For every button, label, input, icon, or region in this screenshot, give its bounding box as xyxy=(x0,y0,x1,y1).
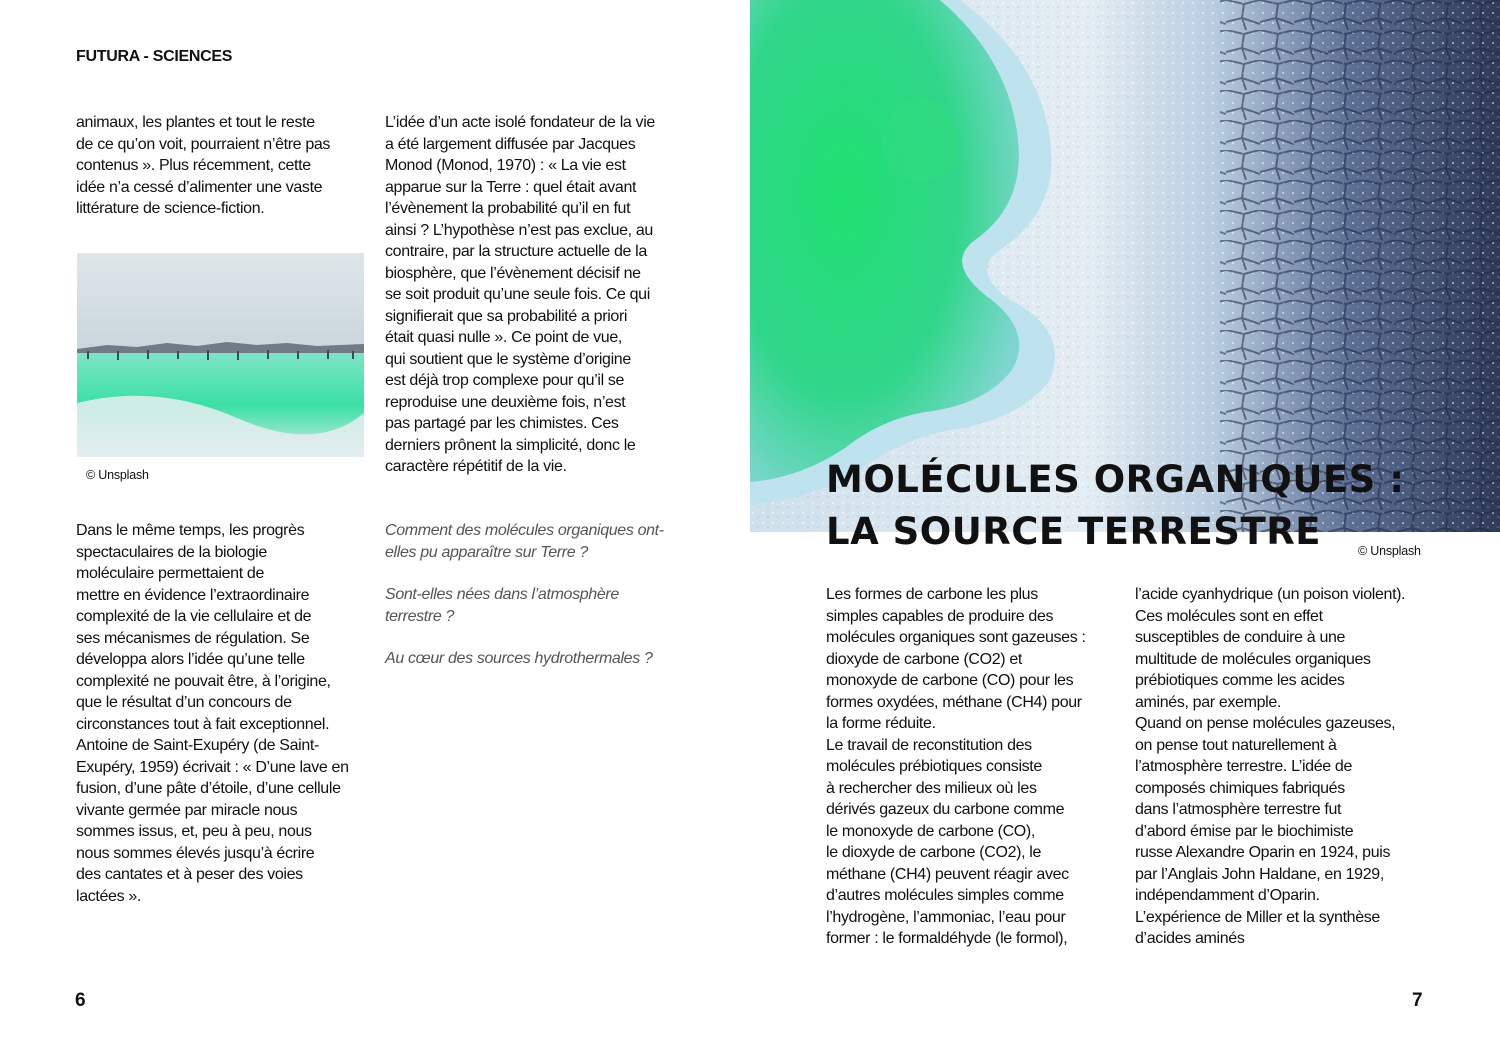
magazine-header: FUTURA - SCIENCES xyxy=(76,48,233,65)
aerial-salt-flat-photo xyxy=(750,0,1500,532)
left-col1-top-text: animaux, les plantes et tout le reste de ce qu’on voit, pourraient n’être pas contenus ». Plus récemment, cette idée n’a cessé d’alimenter une vaste littérature de science-fiction. xyxy=(76,114,331,217)
aerial-salt-flat-illustration xyxy=(750,0,1500,532)
right-col2-text: l’acide cyanhydrique (un poison violent). Ces molécules sont en effet susceptibles de conduire à une multitude de molécules organiques prébiotiques comme les acides aminés, par exemple. Quand on pense molécules gazeuses, on pense tout naturellement à l’atmosphère terrestre. L’idée de composés chimiques fabriqués dans l’atmosphère terrestre fut d’abord émise par le biochimiste russe Alexandre Oparin en 1924, puis par l’Anglais John Haldane, en 1929, indépendamment d’Oparin. L’expérience de Miller et la synthèse d’acides aminés xyxy=(1135,586,1406,947)
page-number-right: 7 xyxy=(1412,990,1423,1011)
right-photo-credit: © Unsplash xyxy=(1358,544,1421,558)
salt-lake-illustration xyxy=(77,253,364,457)
page-number-left: 6 xyxy=(75,990,86,1011)
salt-lake-photo xyxy=(77,253,364,457)
left-photo-credit: © Unsplash xyxy=(86,468,149,482)
right-col1-text: Les formes de carbone les plus simples capables de produire des molécules organiques sont gazeuses : dioxyde de carbone (CO2) et monoxyde de carbone (CO) pour les formes oxydées, méthane (CH4) pour la forme réduite. Le travail de reconstitution des molécules prébiotiques consiste à rechercher des milieux où les dérivés gazeux du carbone comme le monoxyde de carbone (CO), le dioxyde de carbone (CO2), le méthane (CH4) peuvent réagir avec d’autres molécules simples comme l’hydrogène, l’ammoniac, l’eau pour former : le formaldéhyde (le formol), xyxy=(826,586,1086,947)
left-col2-top-text: L’idée d’un acte isolé fondateur de la vie a été largement diffusée par Jacques Monod (Monod, 1970) : « La vie est apparue sur la Terre : quel était avant l’évènement la probabilité qu’il en fut ainsi ? L’hypothèse n’est pas exclue, au contraire, par la structure actuelle de la biosphère, que l’évènement décisif ne se soit produit qu’une seule fois. Ce qui signifierait que sa probabilité a priori était quasi nulle ». Ce point de vue, qui soutient que le système d’origine est déjà trop complexe pour qu’il se reproduise une deuxième fois, n’est pas partagé par les chimistes. Ces derniers prônent la simplicité, donc le caractère répétitif de la vie. xyxy=(385,114,655,475)
question-2: Sont-elles nées dans l’atmosphère terrestre ? xyxy=(385,586,619,625)
left-col1-bottom-text: Dans le même temps, les progrès spectaculaires de la biologie moléculaire permettaient de mettre en évidence l’extraordinaire complexité de la vie cellulaire et de ses mécanismes de régulation. Se développa alors l’idée qu’une telle complexité ne pouvait être, à l’origine, que le résultat d’un concours de circonstances tout à fait exceptionnel. Antoine de Saint-Exupéry (de Saint- Exupéry, 1959) écrivait : « D’une lave en fusion, d’une pâte d’étoile, d’une cellule vivante germée par miracle nous sommes issus, et, peu à peu, nous nous sommes élevés jusqu’à écrire des cantates et à peser des voies lactées ». xyxy=(76,522,349,905)
question-3: Au cœur des sources hydrothermales ? xyxy=(385,650,653,667)
question-1: Comment des molécules organiques ont- elles pu apparaître sur Terre ? xyxy=(385,522,664,561)
section-headline: MOLÉCULES ORGANIQUES : LA SOURCE TERRESTRE xyxy=(826,458,1405,553)
